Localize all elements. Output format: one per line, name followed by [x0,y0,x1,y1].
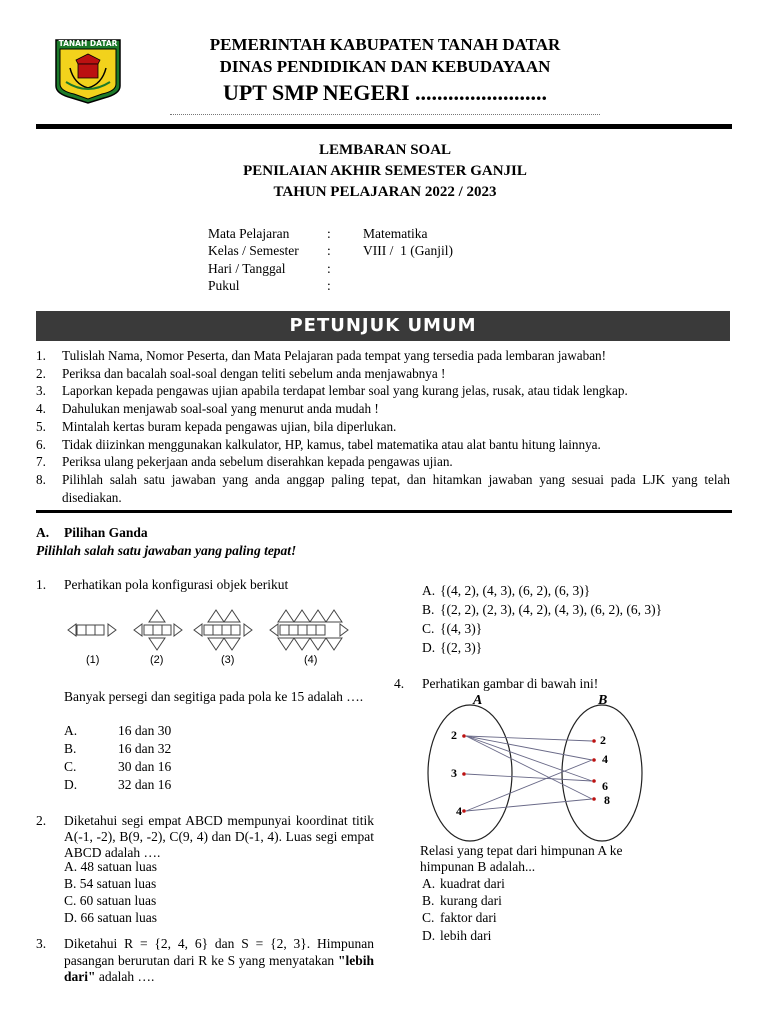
set-b-label: B [598,693,608,708]
q4-mapping-diagram [420,693,730,843]
logo [54,38,122,104]
set-a-element: 4 [456,804,462,818]
list-item: 7. Periksa ulang pekerjaan anda sebelum diserahkan kepada pengawas ujian. [36,454,453,470]
q1-option-key: B. [64,741,77,756]
q1-option-value: 30 dan 16 [118,759,172,774]
pattern-label: (3) [221,654,235,666]
exam-title: PENILAIAN AKHIR SEMESTER GANJIL [243,163,527,179]
q2-option: D. 66 satuan luas [64,910,157,925]
set-b-element: 8 [604,793,610,807]
q3-text: Diketahui R = {2, 4, 6} dan S = {2, 3}. Himpunan pasangan berurutan dari R ke S yang menyatakan "lebih dari" adalah …. [64,936,374,984]
q4-option-value: lebih dari [440,928,492,943]
sheet-title: LEMBARAN SOAL [318,142,452,158]
pattern-label: (1) [86,654,100,666]
set-b-element: 6 [602,779,608,793]
q1-question: Banyak persegi dan segitiga pada pola ke 15 adalah …. [64,689,364,704]
q1-number: 1. [36,577,47,592]
info-sep: : [327,226,331,241]
info-label: Hari / Tanggal [208,261,286,276]
set-b-element: 2 [600,733,606,747]
list-item: 8. Pilihlah salah satu jawaban yang anda anggap paling tepat, dan hitamkan jawaban yang sesuai pada LJK yang telah disediakan. [36,471,730,505]
section-label: A. [36,525,50,540]
info-label: Kelas / Semester [208,243,299,258]
info-sep: : [327,261,331,276]
list-item: 3. Laporkan kepada pengawas ujian apabila terdapat lembar soal yang kurang jelas, rusak, atau tidak lengkap. [36,383,628,399]
pattern-label: (4) [304,654,318,666]
list-item: 4. Dahulukan menjawab soal-soal yang menurut anda mudah ! [36,401,379,417]
header-rule [36,124,732,129]
q3-option-value: {(4, 3)} [440,621,483,636]
list-item: 5. Mintalah kertas buram kepada pengawas ujian, bila diperlukan. [36,418,397,434]
q3-option-value: {(2, 2), (2, 3), (4, 2), (4, 3), (6, 2), (6, 3)} [440,602,663,617]
list-item: 1. Tulislah Nama, Nomor Peserta, dan Mata Pelajaran pada tempat yang tersedia pada lembaran jawaban! [36,348,607,363]
q3-number: 3. [36,936,47,951]
q2-option: C. 60 satuan luas [64,893,157,908]
q1-option-key: C. [64,759,77,774]
q1-option-key: A. [64,723,78,738]
q3-option-value: {(4, 2), (4, 3), (6, 2), (6, 3)} [440,583,591,598]
section-title: Pilihan Ganda [64,525,148,540]
q4-option-key: B. [422,893,435,908]
instructions-list [36,347,730,506]
set-a-label: A [473,693,483,708]
q1-text: Perhatikan pola konfigurasi objek berikut [64,577,289,592]
info-label: Pukul [208,278,240,293]
q2-option: B. 54 satuan luas [64,876,157,891]
q4-option-key: C. [422,910,435,925]
q4-option-value: kuadrat dari [440,876,505,891]
instructions-rule [36,510,732,513]
list-item: 2. Periksa dan bacalah soal-soal dengan teliti sebelum anda menjawabnya ! [36,365,446,381]
header-government: PEMERINTAH KABUPATEN TANAH DATAR [209,35,561,54]
q4-option-value: faktor dari [440,910,497,925]
q4-option-key: A. [422,876,436,891]
set-a-element: 3 [451,766,457,780]
section-subtitle: Pilihlah salah satu jawaban yang paling tepat! [36,543,297,558]
q4-option-key: D. [422,928,436,943]
info-value: VIII / 1 (Ganjil) [363,243,453,258]
info-sep: : [327,243,331,258]
q4-option-value: kurang dari [440,893,502,908]
pattern-label: (2) [150,654,164,666]
q4-text: Perhatikan gambar di bawah ini! [422,676,599,691]
general-instructions-banner: PETUNJUK UMUM [36,311,730,341]
mapping-diagram-svg [420,693,730,843]
q1-pattern-figure [64,606,364,670]
address-line [170,114,600,115]
pattern-figure-svg [64,606,364,670]
info-label: Mata Pelajaran [208,226,290,241]
header-department: DINAS PENDIDIKAN DAN KEBUDAYAAN [219,57,551,76]
set-a-element: 2 [451,728,457,742]
q4-question: Relasi yang tepat dari himpunan A ke himpunan B adalah... [420,843,623,874]
q1-option-value: 16 dan 32 [118,741,172,756]
q3-option-key: C. [422,621,435,636]
set-b-element: 4 [602,752,608,766]
info-sep: : [327,278,331,293]
q2-number: 2. [36,813,47,828]
q3-option-key: B. [422,602,435,617]
q1-option-value: 32 dan 16 [118,777,172,792]
q1-option-value: 16 dan 30 [118,723,172,738]
header-school: UPT SMP NEGERI ........................ [222,80,548,105]
academic-year: TAHUN PELAJARAN 2022 / 2023 [273,184,497,200]
q1-option-key: D. [64,777,78,792]
q2-option: A. 48 satuan luas [64,859,157,874]
q3-option-key: D. [422,640,436,655]
q4-number: 4. [394,676,405,691]
q3-option-value: {(2, 3)} [440,640,483,655]
q2-text: Diketahui segi empat ABCD mempunyai koordinat titik A(-1, -2), B(9, -2), C(9, 4) dan D(-1, 4). Luas segi empat ABCD adalah …. [64,813,374,860]
info-value: Matematika [363,226,428,241]
q3-option-key: A. [422,583,436,598]
list-item: 6. Tidak diizinkan menggunakan kalkulator, HP, kamus, tabel matematika atau alat bantu hitung lainnya. [36,436,601,452]
logo-text: TANAH DATAR [58,39,118,48]
